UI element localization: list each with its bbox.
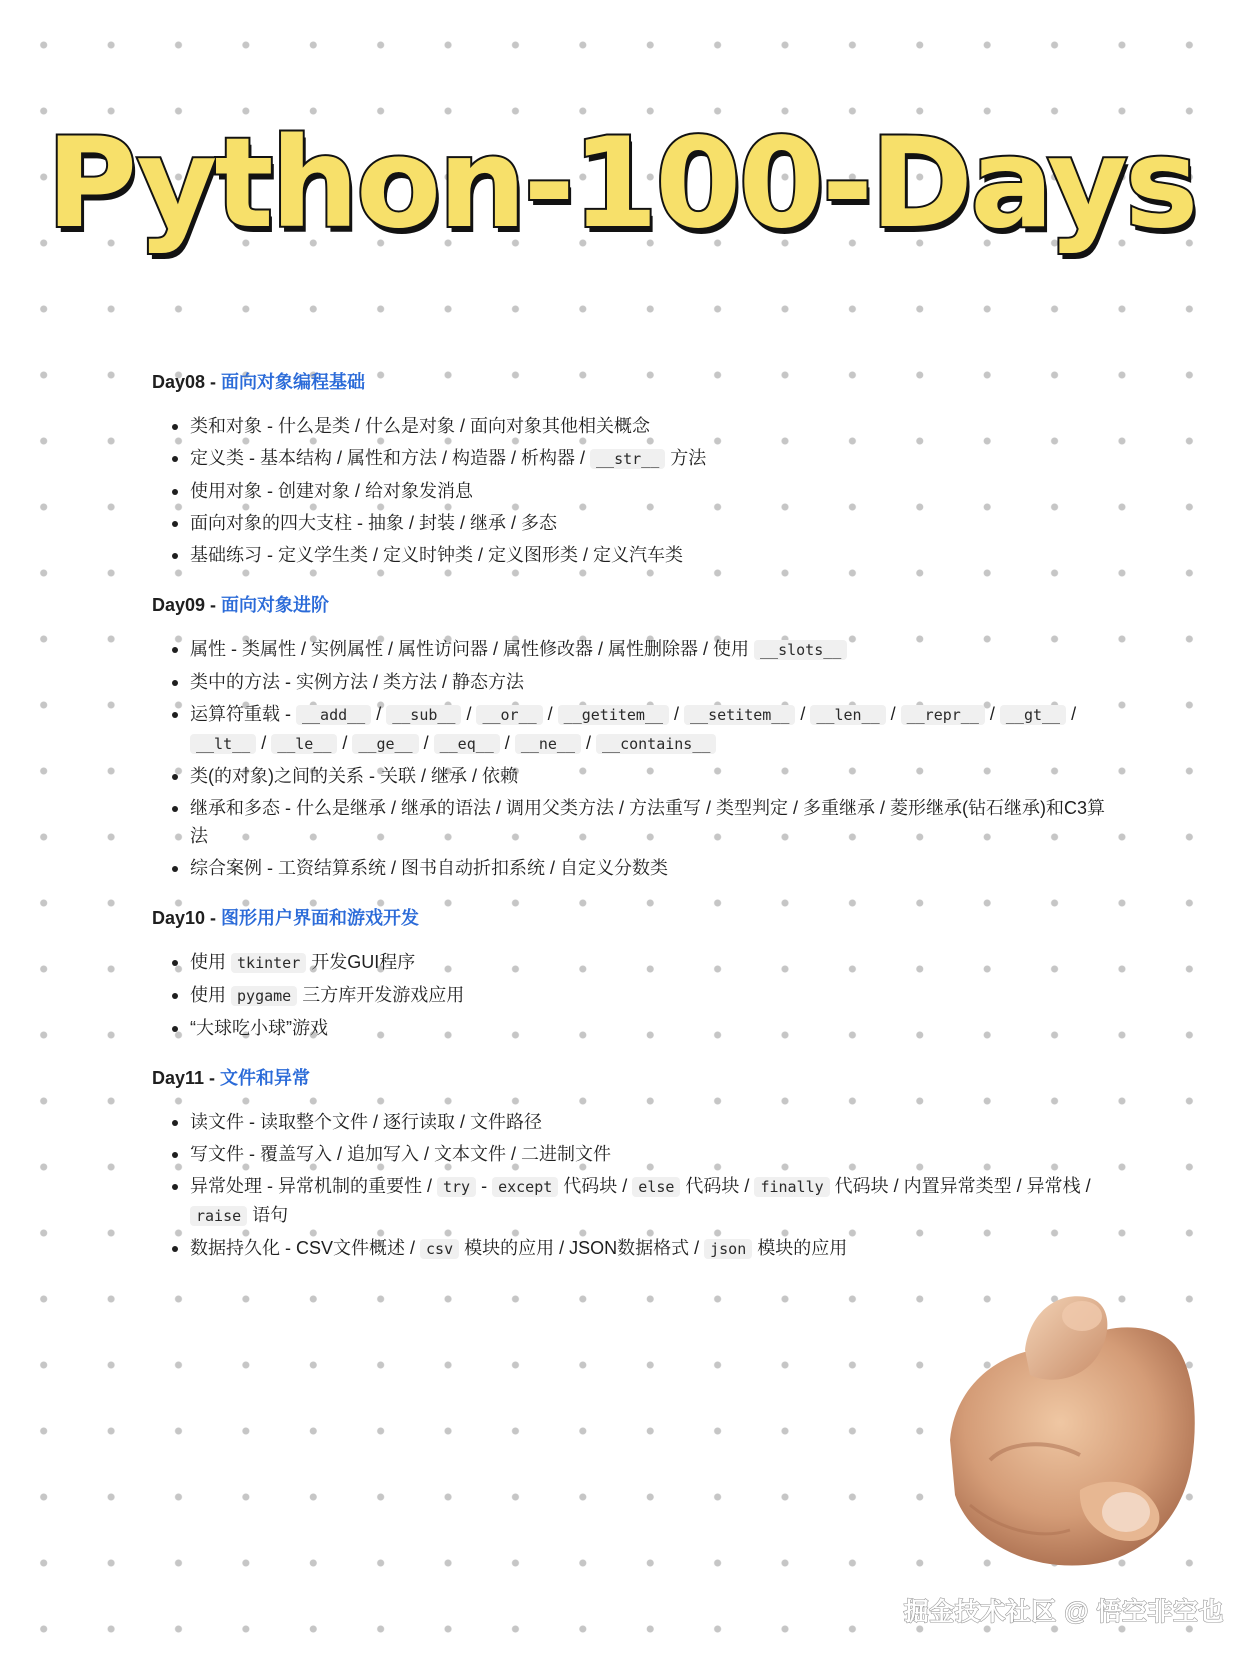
topic-list xyxy=(152,635,1112,882)
inline-code: except xyxy=(492,1177,558,1197)
inline-code: __gt__ xyxy=(1000,705,1066,725)
inline-code: __getitem__ xyxy=(558,705,669,725)
inline-code: csv xyxy=(420,1239,459,1259)
bullet-icon xyxy=(172,521,178,527)
bullet-icon xyxy=(172,806,178,812)
list-item xyxy=(152,668,1112,696)
day-heading xyxy=(152,1066,1112,1090)
inline-code: __sub__ xyxy=(386,705,461,725)
item-text: 类和对象 - 什么是类 / 什么是对象 / 面向对象其他相关概念 xyxy=(190,416,650,436)
item-text: 面向对象的四大支柱 - 抽象 / 封装 / 继承 / 多态 xyxy=(190,513,558,533)
bullet-icon xyxy=(172,1184,178,1190)
inline-code: __setitem__ xyxy=(684,705,795,725)
inline-code: finally xyxy=(754,1177,829,1197)
item-text: / xyxy=(984,704,1000,724)
item-text: 类(的对象)之间的关系 - 关联 / 继承 / 依赖 xyxy=(190,766,518,786)
day-heading xyxy=(152,593,1112,617)
item-text: / xyxy=(795,704,811,724)
item-text: 读文件 - 读取整个文件 / 逐行读取 / 文件路径 xyxy=(190,1112,543,1132)
topic-list xyxy=(152,1108,1112,1263)
list-item xyxy=(152,762,1112,790)
bullet-icon xyxy=(172,553,178,559)
bullet-icon xyxy=(172,712,178,718)
inline-code: __ge__ xyxy=(352,734,418,754)
item-text: / xyxy=(461,704,477,724)
inline-code: __repr__ xyxy=(901,705,985,725)
page-title: Python-100-Days xyxy=(46,112,1196,256)
list-item xyxy=(152,635,1112,664)
inline-code: __slots__ xyxy=(754,640,847,660)
item-text: / xyxy=(371,704,387,724)
list-item xyxy=(152,794,1112,850)
item-text: 使用 xyxy=(190,985,232,1005)
item-text: 语句 xyxy=(247,1205,289,1225)
list-item xyxy=(152,412,1112,440)
list-item xyxy=(152,1140,1112,1168)
inline-code: json xyxy=(704,1239,752,1259)
day-label: Day11 - xyxy=(152,1068,221,1088)
bullet-icon xyxy=(172,456,178,462)
inline-code: __contains__ xyxy=(596,734,716,754)
inline-code: __eq__ xyxy=(434,734,500,754)
item-text: / xyxy=(885,704,901,724)
bullet-icon xyxy=(172,680,178,686)
inline-code: __ne__ xyxy=(515,734,581,754)
bullet-icon xyxy=(172,993,178,999)
item-text: 模块的应用 xyxy=(752,1238,848,1258)
item-text: 属性 - 类属性 / 实例属性 / 属性访问器 / 属性修改器 / 属性删除器 / 使用 xyxy=(190,639,755,659)
outline-content xyxy=(152,370,1112,1287)
list-item xyxy=(152,541,1112,569)
bullet-icon xyxy=(172,866,178,872)
list-item xyxy=(152,477,1112,505)
inline-code: tkinter xyxy=(231,953,306,973)
bullet-icon xyxy=(172,1120,178,1126)
bullet-icon xyxy=(172,1026,178,1032)
list-item xyxy=(152,1108,1112,1136)
list-item xyxy=(152,1234,1112,1263)
item-text: 数据持久化 - CSV文件概述 / xyxy=(190,1238,421,1258)
item-text: / xyxy=(1066,704,1077,724)
inline-code: __len__ xyxy=(810,705,885,725)
item-text: 三方库开发游戏应用 xyxy=(297,985,465,1005)
list-item xyxy=(152,444,1112,473)
item-text: 开发GUI程序 xyxy=(306,952,416,972)
inline-code: __le__ xyxy=(271,734,337,754)
item-text: / xyxy=(337,733,353,753)
item-text: 写文件 - 覆盖写入 / 追加写入 / 文本文件 / 二进制文件 xyxy=(190,1144,612,1164)
bullet-icon xyxy=(172,424,178,430)
inline-code: __or__ xyxy=(476,705,542,725)
list-item xyxy=(152,700,1112,758)
item-text: 使用对象 - 创建对象 / 给对象发消息 xyxy=(190,481,473,501)
day-title-link[interactable]: 面向对象编程基础 xyxy=(221,372,366,392)
day-title-link[interactable]: 文件和异常 xyxy=(220,1068,311,1088)
inline-code: __str__ xyxy=(590,449,665,469)
item-text: 代码块 / 内置异常类型 / 异常栈 / xyxy=(829,1176,1091,1196)
bullet-icon xyxy=(172,489,178,495)
item-text: / xyxy=(418,733,434,753)
item-text: 基础练习 - 定义学生类 / 定义时钟类 / 定义图形类 / 定义汽车类 xyxy=(190,545,684,565)
item-text: 综合案例 - 工资结算系统 / 图书自动折扣系统 / 自定义分数类 xyxy=(190,858,668,878)
inline-code: raise xyxy=(190,1206,247,1226)
item-text: 代码块 / xyxy=(680,1176,755,1196)
bullet-icon xyxy=(172,1246,178,1252)
pointing-hand-icon xyxy=(930,1290,1220,1580)
item-text: “大球吃小球”游戏 xyxy=(190,1018,328,1038)
item-text: 方法 xyxy=(665,448,707,468)
list-item xyxy=(152,509,1112,537)
list-item xyxy=(152,981,1112,1010)
item-text: 异常处理 - 异常机制的重要性 / xyxy=(190,1176,437,1196)
bullet-icon xyxy=(172,1152,178,1158)
item-text: / xyxy=(256,733,272,753)
item-text: 运算符重载 - xyxy=(190,704,296,724)
bullet-icon xyxy=(172,960,178,966)
day-heading xyxy=(152,370,1112,394)
list-item xyxy=(152,1172,1112,1230)
item-text: / xyxy=(581,733,597,753)
inline-code: pygame xyxy=(231,986,297,1006)
day-label: Day10 - xyxy=(152,908,222,928)
day-heading xyxy=(152,906,1112,930)
day-label: Day09 - xyxy=(152,595,222,615)
item-text: 模块的应用 / JSON数据格式 / xyxy=(459,1238,705,1258)
day-title-link[interactable]: 面向对象进阶 xyxy=(221,595,330,615)
bullet-icon xyxy=(172,647,178,653)
bullet-icon xyxy=(172,774,178,780)
watermark: 掘金技术社区 @ 悟空非空也 xyxy=(903,1598,1224,1626)
item-text: / xyxy=(669,704,685,724)
list-item xyxy=(152,948,1112,977)
item-text: 继承和多态 - 什么是继承 / 继承的语法 / 调用父类方法 / 方法重写 / 类型判定 / 多重继承 / 菱形继承(钻石继承)和C3算法 xyxy=(190,798,1106,846)
inline-code: try xyxy=(437,1177,476,1197)
item-text: - xyxy=(476,1176,493,1196)
day-label: Day08 - xyxy=(152,372,222,392)
topic-list xyxy=(152,948,1112,1042)
list-item xyxy=(152,1014,1112,1042)
item-text: 代码块 / xyxy=(558,1176,633,1196)
topic-list xyxy=(152,412,1112,569)
list-item xyxy=(152,854,1112,882)
item-text: 类中的方法 - 实例方法 / 类方法 / 静态方法 xyxy=(190,672,525,692)
inline-code: else xyxy=(632,1177,680,1197)
day-title-link[interactable]: 图形用户界面和游戏开发 xyxy=(221,908,420,928)
item-text: 定义类 - 基本结构 / 属性和方法 / 构造器 / 析构器 / xyxy=(190,448,591,468)
item-text: / xyxy=(499,733,515,753)
item-text: / xyxy=(542,704,558,724)
inline-code: __lt__ xyxy=(190,734,256,754)
inline-code: __add__ xyxy=(296,705,371,725)
item-text: 使用 xyxy=(190,952,232,972)
